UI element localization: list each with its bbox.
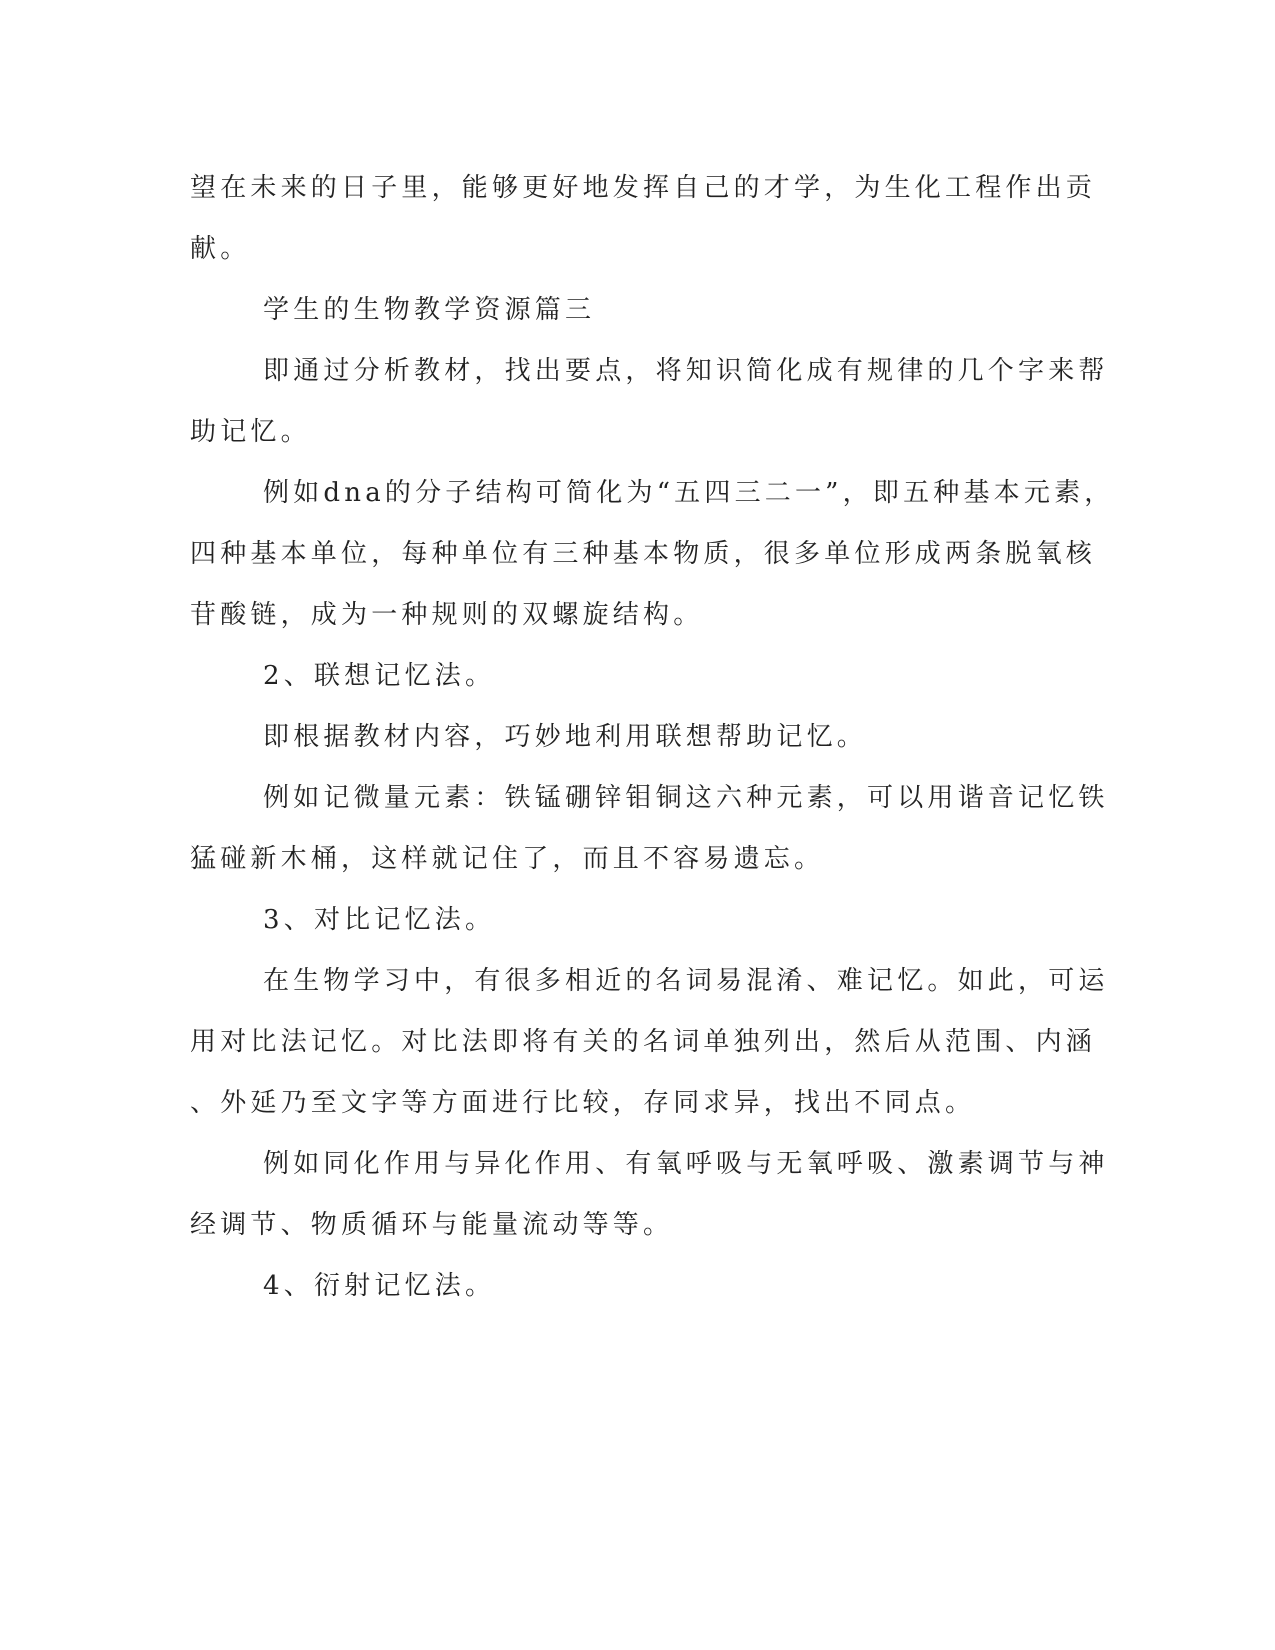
text-line: 助记忆。: [190, 417, 311, 447]
section-heading: 学生的生物教学资源篇三: [263, 295, 596, 325]
paragraph-line: 即根据教材内容，巧妙地利用联想帮助记忆。: [263, 722, 868, 752]
paragraph-line: 在生物学习中，有很多相近的名词易混淆、难记忆。如此，可运: [263, 966, 1109, 996]
method-heading: 3、对比记忆法。: [263, 905, 496, 935]
method-heading: 4、衍射记忆法。: [263, 1271, 496, 1301]
paragraph-line: 例如同化作用与异化作用、有氧呼吸与无氧呼吸、激素调节与神: [263, 1149, 1109, 1179]
paragraph-line: 例如记微量元素：铁锰硼锌钼铜这六种元素，可以用谐音记忆铁: [263, 783, 1109, 813]
paragraph-line: 例如dna的分子结构可简化为“五四三二一”，即五种基本元素，: [263, 478, 1115, 508]
paragraph-line: 即通过分析教材，找出要点，将知识简化成有规律的几个字来帮: [263, 356, 1109, 386]
text-line: 经调节、物质循环与能量流动等等。: [190, 1210, 674, 1240]
text-line: 猛碰新木桶，这样就记住了，而且不容易遗忘。: [190, 844, 825, 874]
text-line: 望在未来的日子里，能够更好地发挥自己的才学，为生化工程作出贡: [190, 173, 1097, 203]
text-line: 苷酸链，成为一种规则的双螺旋结构。: [190, 600, 704, 630]
text-line: 献。: [190, 234, 251, 264]
text-line: 四种基本单位，每种单位有三种基本物质，很多单位形成两条脱氧核: [190, 539, 1097, 569]
text-line: 、外延乃至文字等方面进行比较，存同求异，找出不同点。: [190, 1088, 976, 1118]
method-heading: 2、联想记忆法。: [263, 661, 496, 691]
text-line: 用对比法记忆。对比法即将有关的名词单独列出，然后从范围、内涵: [190, 1027, 1097, 1057]
document-body: [190, 158, 1115, 1317]
